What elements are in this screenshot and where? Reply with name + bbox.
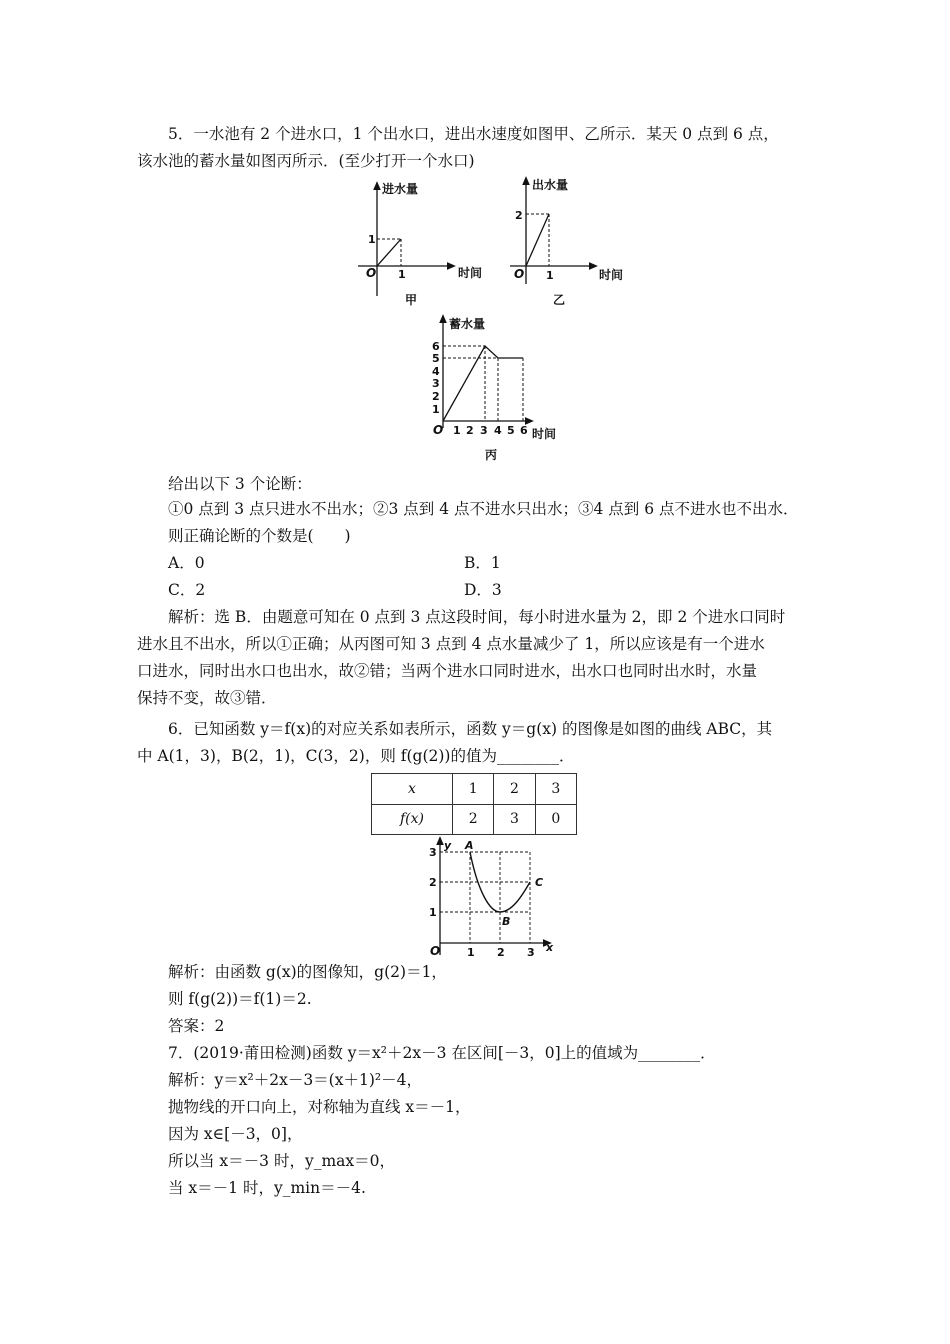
chart-bing-ytick-1: 1 <box>432 403 440 416</box>
g-point-a: A <box>465 839 474 852</box>
g-graph-xtick-1: 1 <box>467 946 475 959</box>
q5-claims: ①0 点到 3 点只进水不出水；②3 点到 4 点不进水只出水；③4 点到 6 点不进水也不出水． <box>168 500 799 518</box>
chart-bing-ytick-3: 3 <box>432 377 440 390</box>
table-cell: 2 <box>494 774 535 805</box>
chart-bing-origin: O <box>433 423 444 437</box>
chart-bing-xlabel: 时间 <box>532 427 557 441</box>
q5-question: 则正确论断的个数是( ) <box>168 527 351 545</box>
q5-line1: 5．一水池有 2 个进水口，1 个出水口，进出水速度如图甲、乙所示．某天 0 点到 6 点， <box>168 125 779 143</box>
chart-jia-xlabel: 时间 <box>458 266 483 280</box>
chart-bing-xtick-6: 6 <box>520 424 528 437</box>
option-d: D．3 <box>464 581 502 599</box>
chart-bing-xtick-5: 5 <box>507 424 515 437</box>
g-graph-origin: O <box>430 944 441 958</box>
chart-bing-xtick-4: 4 <box>494 424 502 437</box>
chart-jia-origin: O <box>366 266 377 280</box>
q7-sol4: 所以当 x＝－3 时，y_max＝0， <box>168 1152 396 1170</box>
g-graph-ytick-1: 1 <box>429 906 437 919</box>
q7-line1: 7．(2019·莆田检测)函数 y＝x²＋2x－3 在区间[－3，0]上的值域为________． <box>168 1044 716 1062</box>
q7-sol5: 当 x＝－1 时，y_min＝－4. <box>168 1179 366 1197</box>
chart-bing-xtick-2: 2 <box>466 424 474 437</box>
chart-bing-ylabel: 蓄水量 <box>449 317 486 331</box>
g-graph-ytick-3: 3 <box>429 846 437 859</box>
table-cell: f(x) <box>372 804 453 835</box>
g-point-c: C <box>535 876 544 889</box>
q7-sol1: 解析：y＝x²＋2x－3＝(x＋1)²－4， <box>168 1071 422 1089</box>
table-cell: 3 <box>535 774 576 805</box>
g-point-b: B <box>502 915 511 928</box>
q6-sol1: 解析：由函数 g(x)的图像知，g(2)＝1， <box>168 963 447 981</box>
chart-yi-ylabel: 出水量 <box>532 178 569 192</box>
table-cell: x <box>372 774 453 805</box>
chart-bing-ytick-6: 6 <box>432 340 440 353</box>
g-graph-ytick-2: 2 <box>429 876 437 889</box>
chart-bing-caption: 丙 <box>485 448 498 462</box>
g-graph-xlabel: x <box>546 941 554 954</box>
chart-bing-xtick-1: 1 <box>453 424 461 437</box>
chart-yi-tick-y: 2 <box>515 209 523 222</box>
q7-sol3: 因为 x∈[－3，0]， <box>168 1125 303 1143</box>
option-a: A．0 <box>168 554 205 572</box>
chart-yi-xlabel: 时间 <box>599 268 624 282</box>
q7-sol2: 抛物线的开口向上，对称轴为直线 x＝－1， <box>168 1098 471 1116</box>
q6-sol2: 则 f(g(2))＝f(1)＝2. <box>168 990 312 1008</box>
option-c: C．2 <box>168 581 206 599</box>
table-cell: 2 <box>453 804 494 835</box>
chart-bing-ytick-2: 2 <box>432 390 440 403</box>
option-b: B．1 <box>464 554 501 572</box>
table-cell: 0 <box>535 804 576 835</box>
q6-line2: 中 A(1，3)，B(2，1)，C(3，2)，则 f(g(2))的值为________． <box>137 747 575 765</box>
q5-line2: 该水池的蓄水量如图丙所示．(至少打开一个水口) <box>137 152 475 170</box>
q5-solution-4: 保持不变，故③错． <box>137 689 277 707</box>
chart-yi-caption: 乙 <box>553 293 566 307</box>
g-graph-ylabel: y <box>444 839 452 852</box>
q5-solution-3: 口进水，同时出水口也出水，故②错；当两个进水口同时进水，出水口也同时出水时，水量 <box>137 662 758 680</box>
chart-yi-origin: O <box>514 267 525 281</box>
q5-solution-2: 进水且不出水，所以①正确；从丙图可知 3 点到 4 点水量减少了 1，所以应该是有一个进水 <box>137 635 765 653</box>
chart-bing-xtick-3: 3 <box>480 424 488 437</box>
chart-jia-ylabel: 进水量 <box>382 182 419 196</box>
q5-solution-1: 解析：选 B．由题意可知在 0 点到 3 点这段时间，每小时进水量为 2，即 2 个进水口同时 <box>168 608 786 626</box>
q6-line1: 6．已知函数 y＝f(x)的对应关系如表所示，函数 y＝g(x) 的图像是如图的曲线 ABC，其 <box>168 720 773 738</box>
table-cell: 1 <box>453 774 494 805</box>
chart-jia-caption: 甲 <box>405 293 418 307</box>
g-graph-xtick-3: 3 <box>527 946 535 959</box>
q6-answer: 答案：2 <box>168 1017 225 1035</box>
q5-claims-intro: 给出以下 3 个论断： <box>168 475 312 493</box>
g-graph-axes <box>440 840 548 955</box>
table-cell: 3 <box>494 804 535 835</box>
chart-yi-tick-x: 1 <box>546 269 554 282</box>
chart-jia-tick-y: 1 <box>368 233 376 246</box>
g-graph-xtick-2: 2 <box>497 946 505 959</box>
chart-bing-ytick-5: 5 <box>432 352 440 365</box>
chart-bing-ytick-4: 4 <box>432 365 440 378</box>
chart-jia-tick-x: 1 <box>398 268 406 281</box>
